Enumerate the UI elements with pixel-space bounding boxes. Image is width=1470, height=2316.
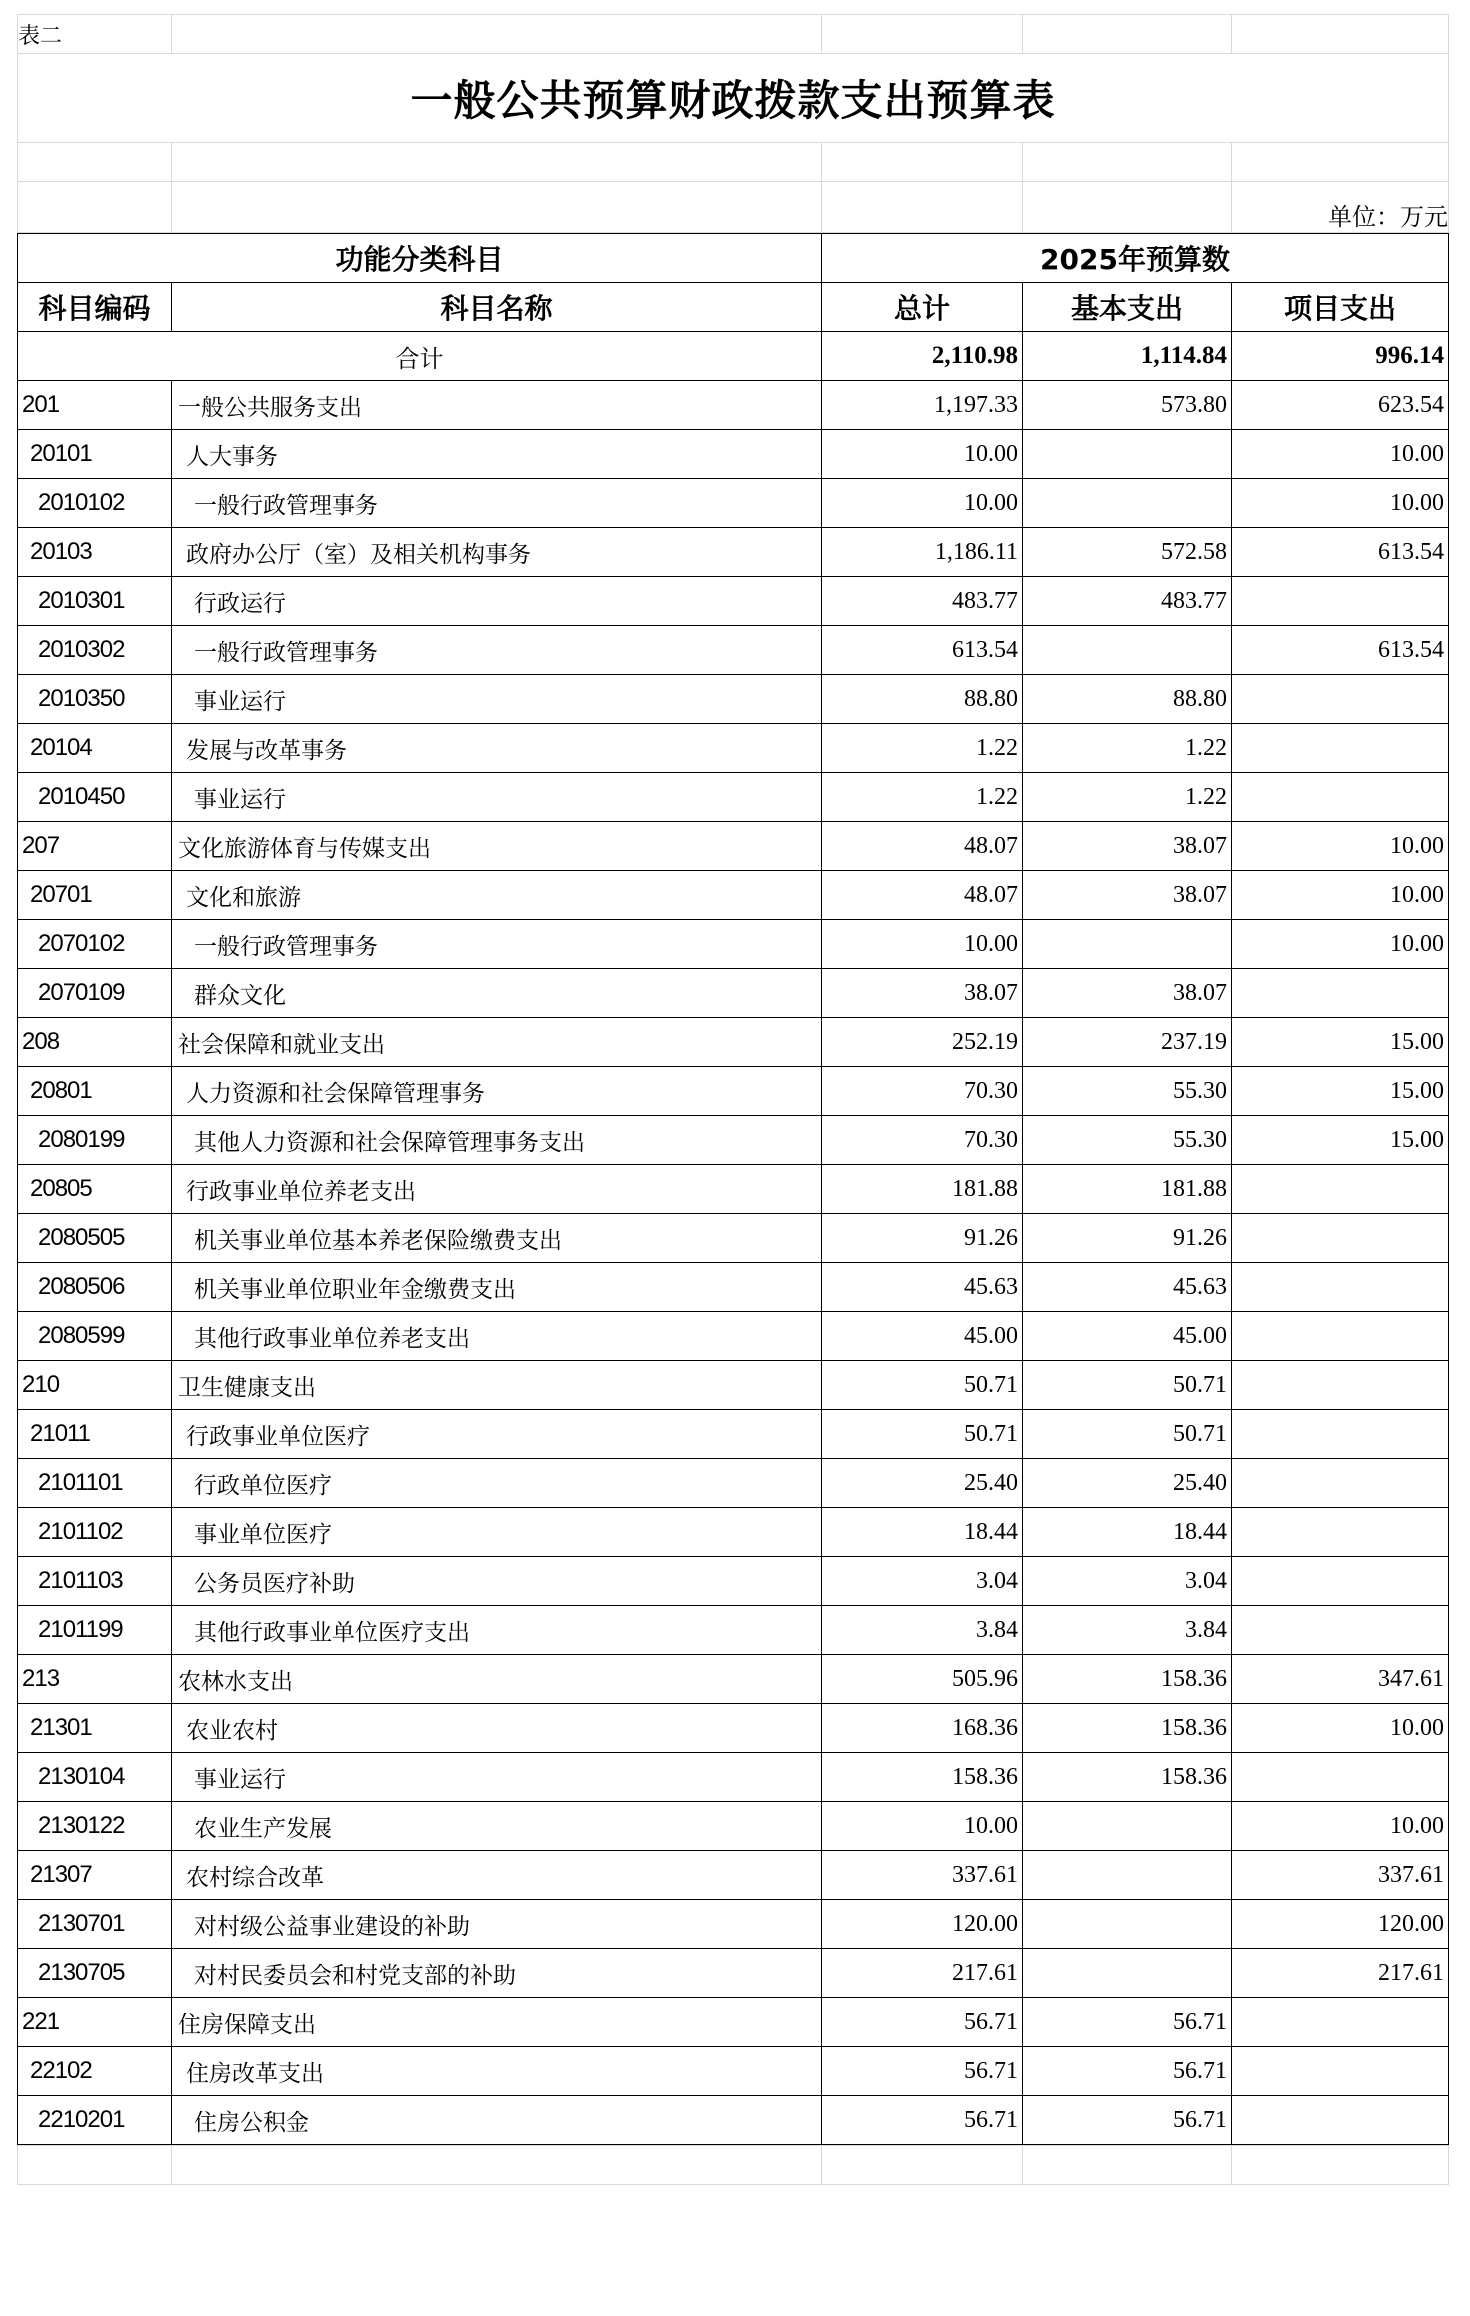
row-project: 15.00 xyxy=(1232,1018,1449,1067)
row-project xyxy=(1232,675,1449,724)
table-row xyxy=(18,1018,1449,1067)
row-basic: 50.71 xyxy=(1023,1410,1232,1459)
row-name: 一般行政管理事务 xyxy=(172,626,822,675)
sheet-bottom-grid xyxy=(17,2145,1449,2185)
row-code: 2080506 xyxy=(18,1263,172,1312)
row-basic: 3.84 xyxy=(1023,1606,1232,1655)
row-name: 群众文化 xyxy=(172,969,822,1018)
row-code: 2080599 xyxy=(18,1312,172,1361)
row-basic: 38.07 xyxy=(1023,871,1232,920)
row-name: 住房公积金 xyxy=(172,2096,822,2145)
table-row xyxy=(18,1214,1449,1263)
row-total: 50.71 xyxy=(822,1410,1023,1459)
row-name: 社会保障和就业支出 xyxy=(172,1018,822,1067)
row-code: 2010102 xyxy=(18,479,172,528)
row-name: 农林水支出 xyxy=(172,1655,822,1704)
row-code: 2080199 xyxy=(18,1116,172,1165)
row-project xyxy=(1232,2047,1449,2096)
row-code: 2101102 xyxy=(18,1508,172,1557)
row-basic: 3.04 xyxy=(1023,1557,1232,1606)
row-name: 一般行政管理事务 xyxy=(172,479,822,528)
table-row xyxy=(18,1116,1449,1165)
table-row xyxy=(18,479,1449,528)
row-code: 22102 xyxy=(18,2047,172,2096)
sheet-label: 表二 xyxy=(18,15,172,54)
row-total: 1,197.33 xyxy=(822,381,1023,430)
row-name: 对村民委员会和村党支部的补助 xyxy=(172,1949,822,1998)
row-project xyxy=(1232,969,1449,1018)
table-row xyxy=(18,822,1449,871)
row-name: 农业农村 xyxy=(172,1704,822,1753)
row-total: 45.63 xyxy=(822,1263,1023,1312)
row-name: 其他人力资源和社会保障管理事务支出 xyxy=(172,1116,822,1165)
row-project: 15.00 xyxy=(1232,1116,1449,1165)
row-name: 一般行政管理事务 xyxy=(172,920,822,969)
row-basic: 483.77 xyxy=(1023,577,1232,626)
row-name: 卫生健康支出 xyxy=(172,1361,822,1410)
table-row xyxy=(18,2047,1449,2096)
row-code: 213 xyxy=(18,1655,172,1704)
row-total: 56.71 xyxy=(822,2096,1023,2145)
row-basic xyxy=(1023,626,1232,675)
summary-total: 2,110.98 xyxy=(822,332,1023,381)
row-project: 613.54 xyxy=(1232,626,1449,675)
row-code: 2010450 xyxy=(18,773,172,822)
row-name: 其他行政事业单位养老支出 xyxy=(172,1312,822,1361)
row-project xyxy=(1232,1410,1449,1459)
row-name: 事业单位医疗 xyxy=(172,1508,822,1557)
row-basic: 18.44 xyxy=(1023,1508,1232,1557)
row-total: 56.71 xyxy=(822,2047,1023,2096)
header-name: 科目名称 xyxy=(172,283,822,332)
row-basic: 56.71 xyxy=(1023,2096,1232,2145)
row-code: 21301 xyxy=(18,1704,172,1753)
sheet-top-grid xyxy=(17,14,1449,233)
row-code: 20805 xyxy=(18,1165,172,1214)
table-row xyxy=(18,1312,1449,1361)
table-row xyxy=(18,1508,1449,1557)
row-code: 21307 xyxy=(18,1851,172,1900)
table-row xyxy=(18,773,1449,822)
table-row xyxy=(18,2096,1449,2145)
row-project xyxy=(1232,1459,1449,1508)
row-total: 217.61 xyxy=(822,1949,1023,1998)
row-basic: 1.22 xyxy=(1023,773,1232,822)
table-row xyxy=(18,430,1449,479)
row-code: 2010302 xyxy=(18,626,172,675)
row-name: 行政运行 xyxy=(172,577,822,626)
row-basic xyxy=(1023,920,1232,969)
table-row xyxy=(18,528,1449,577)
row-total: 613.54 xyxy=(822,626,1023,675)
table-row xyxy=(18,969,1449,1018)
row-total: 18.44 xyxy=(822,1508,1023,1557)
row-basic: 38.07 xyxy=(1023,969,1232,1018)
row-total: 38.07 xyxy=(822,969,1023,1018)
row-basic: 158.36 xyxy=(1023,1704,1232,1753)
budget-sheet xyxy=(17,14,1448,2185)
row-code: 20103 xyxy=(18,528,172,577)
unit-label: 单位：万元 xyxy=(1232,182,1449,233)
table-row xyxy=(18,871,1449,920)
table-row xyxy=(18,1165,1449,1214)
row-total: 483.77 xyxy=(822,577,1023,626)
row-project xyxy=(1232,1165,1449,1214)
row-project xyxy=(1232,1508,1449,1557)
row-code: 2130705 xyxy=(18,1949,172,1998)
row-basic: 50.71 xyxy=(1023,1361,1232,1410)
row-basic: 88.80 xyxy=(1023,675,1232,724)
row-project: 10.00 xyxy=(1232,822,1449,871)
row-name: 发展与改革事务 xyxy=(172,724,822,773)
row-name: 行政单位医疗 xyxy=(172,1459,822,1508)
table-row xyxy=(18,1557,1449,1606)
row-total: 252.19 xyxy=(822,1018,1023,1067)
row-basic xyxy=(1023,1949,1232,1998)
row-total: 70.30 xyxy=(822,1116,1023,1165)
table-title: 一般公共预算财政拨款支出预算表 xyxy=(18,54,1449,143)
table-row xyxy=(18,1263,1449,1312)
row-project: 613.54 xyxy=(1232,528,1449,577)
row-name: 行政事业单位医疗 xyxy=(172,1410,822,1459)
header-func-class: 功能分类科目 xyxy=(18,234,822,283)
table-row xyxy=(18,577,1449,626)
row-name: 其他行政事业单位医疗支出 xyxy=(172,1606,822,1655)
row-basic xyxy=(1023,1900,1232,1949)
row-code: 2130122 xyxy=(18,1802,172,1851)
row-name: 事业运行 xyxy=(172,675,822,724)
table-row xyxy=(18,920,1449,969)
row-code: 210 xyxy=(18,1361,172,1410)
row-basic: 158.36 xyxy=(1023,1753,1232,1802)
row-basic: 56.71 xyxy=(1023,1998,1232,2047)
row-code: 20801 xyxy=(18,1067,172,1116)
row-total: 181.88 xyxy=(822,1165,1023,1214)
table-row xyxy=(18,1704,1449,1753)
row-name: 文化旅游体育与传媒支出 xyxy=(172,822,822,871)
table-row xyxy=(18,626,1449,675)
row-project: 10.00 xyxy=(1232,479,1449,528)
row-basic: 237.19 xyxy=(1023,1018,1232,1067)
row-basic xyxy=(1023,479,1232,528)
row-code: 21011 xyxy=(18,1410,172,1459)
table-row xyxy=(18,1851,1449,1900)
row-project xyxy=(1232,1557,1449,1606)
row-project xyxy=(1232,724,1449,773)
header-total: 总计 xyxy=(822,283,1023,332)
table-row xyxy=(18,1655,1449,1704)
row-name: 人力资源和社会保障管理事务 xyxy=(172,1067,822,1116)
row-total: 158.36 xyxy=(822,1753,1023,1802)
row-project: 347.61 xyxy=(1232,1655,1449,1704)
table-row xyxy=(18,724,1449,773)
row-name: 对村级公益事业建设的补助 xyxy=(172,1900,822,1949)
row-name: 农村综合改革 xyxy=(172,1851,822,1900)
row-basic: 45.00 xyxy=(1023,1312,1232,1361)
row-code: 201 xyxy=(18,381,172,430)
row-total: 10.00 xyxy=(822,479,1023,528)
row-project: 10.00 xyxy=(1232,871,1449,920)
row-code: 20701 xyxy=(18,871,172,920)
row-total: 25.40 xyxy=(822,1459,1023,1508)
row-code: 2080505 xyxy=(18,1214,172,1263)
row-code: 2101101 xyxy=(18,1459,172,1508)
row-total: 505.96 xyxy=(822,1655,1023,1704)
table-row xyxy=(18,1410,1449,1459)
row-code: 2070109 xyxy=(18,969,172,1018)
header-project: 项目支出 xyxy=(1232,283,1449,332)
row-project xyxy=(1232,1361,1449,1410)
row-basic: 91.26 xyxy=(1023,1214,1232,1263)
summary-basic: 1,114.84 xyxy=(1023,332,1232,381)
row-total: 10.00 xyxy=(822,1802,1023,1851)
row-code: 2010350 xyxy=(18,675,172,724)
row-name: 公务员医疗补助 xyxy=(172,1557,822,1606)
row-basic: 55.30 xyxy=(1023,1116,1232,1165)
row-project: 15.00 xyxy=(1232,1067,1449,1116)
table-row xyxy=(18,1361,1449,1410)
row-total: 3.84 xyxy=(822,1606,1023,1655)
row-name: 住房保障支出 xyxy=(172,1998,822,2047)
table-row xyxy=(18,1998,1449,2047)
row-project xyxy=(1232,1312,1449,1361)
row-project: 120.00 xyxy=(1232,1900,1449,1949)
row-name: 农业生产发展 xyxy=(172,1802,822,1851)
row-basic xyxy=(1023,430,1232,479)
row-name: 事业运行 xyxy=(172,773,822,822)
row-code: 2101199 xyxy=(18,1606,172,1655)
row-name: 行政事业单位养老支出 xyxy=(172,1165,822,1214)
row-basic: 572.58 xyxy=(1023,528,1232,577)
row-basic: 25.40 xyxy=(1023,1459,1232,1508)
budget-table xyxy=(17,233,1449,2145)
row-project xyxy=(1232,577,1449,626)
header-code: 科目编码 xyxy=(18,283,172,332)
row-basic: 181.88 xyxy=(1023,1165,1232,1214)
row-code: 2210201 xyxy=(18,2096,172,2145)
table-row xyxy=(18,381,1449,430)
row-project: 623.54 xyxy=(1232,381,1449,430)
row-total: 1,186.11 xyxy=(822,528,1023,577)
row-project: 337.61 xyxy=(1232,1851,1449,1900)
table-row xyxy=(18,1900,1449,1949)
row-basic xyxy=(1023,1802,1232,1851)
row-total: 48.07 xyxy=(822,822,1023,871)
row-project xyxy=(1232,1214,1449,1263)
row-project xyxy=(1232,1998,1449,2047)
row-basic xyxy=(1023,1851,1232,1900)
table-row xyxy=(18,1949,1449,1998)
row-total: 1.22 xyxy=(822,773,1023,822)
row-code: 2070102 xyxy=(18,920,172,969)
table-row xyxy=(18,1753,1449,1802)
row-project: 10.00 xyxy=(1232,430,1449,479)
row-project xyxy=(1232,2096,1449,2145)
table-row xyxy=(18,1067,1449,1116)
row-code: 20101 xyxy=(18,430,172,479)
row-basic: 573.80 xyxy=(1023,381,1232,430)
row-project xyxy=(1232,1263,1449,1312)
summary-project: 996.14 xyxy=(1232,332,1449,381)
row-code: 208 xyxy=(18,1018,172,1067)
row-name: 一般公共服务支出 xyxy=(172,381,822,430)
row-project: 217.61 xyxy=(1232,1949,1449,1998)
row-project: 10.00 xyxy=(1232,1802,1449,1851)
summary-label: 合计 xyxy=(18,332,822,381)
row-basic: 55.30 xyxy=(1023,1067,1232,1116)
row-total: 48.07 xyxy=(822,871,1023,920)
table-body xyxy=(18,381,1449,2145)
row-total: 3.04 xyxy=(822,1557,1023,1606)
row-name: 人大事务 xyxy=(172,430,822,479)
row-code: 2130104 xyxy=(18,1753,172,1802)
row-total: 337.61 xyxy=(822,1851,1023,1900)
row-code: 221 xyxy=(18,1998,172,2047)
row-total: 50.71 xyxy=(822,1361,1023,1410)
row-name: 文化和旅游 xyxy=(172,871,822,920)
row-total: 168.36 xyxy=(822,1704,1023,1753)
row-total: 120.00 xyxy=(822,1900,1023,1949)
row-name: 政府办公厅（室）及相关机构事务 xyxy=(172,528,822,577)
row-code: 2010301 xyxy=(18,577,172,626)
row-project: 10.00 xyxy=(1232,1704,1449,1753)
row-name: 机关事业单位职业年金缴费支出 xyxy=(172,1263,822,1312)
row-code: 2130701 xyxy=(18,1900,172,1949)
row-total: 10.00 xyxy=(822,430,1023,479)
table-row xyxy=(18,1459,1449,1508)
summary-row xyxy=(18,332,1449,381)
row-name: 事业运行 xyxy=(172,1753,822,1802)
row-project xyxy=(1232,773,1449,822)
row-total: 88.80 xyxy=(822,675,1023,724)
row-total: 45.00 xyxy=(822,1312,1023,1361)
row-project: 10.00 xyxy=(1232,920,1449,969)
row-total: 91.26 xyxy=(822,1214,1023,1263)
table-row xyxy=(18,1606,1449,1655)
row-code: 2101103 xyxy=(18,1557,172,1606)
row-project xyxy=(1232,1753,1449,1802)
row-total: 70.30 xyxy=(822,1067,1023,1116)
row-project xyxy=(1232,1606,1449,1655)
header-basic: 基本支出 xyxy=(1023,283,1232,332)
row-basic: 38.07 xyxy=(1023,822,1232,871)
row-basic: 45.63 xyxy=(1023,1263,1232,1312)
row-name: 机关事业单位基本养老保险缴费支出 xyxy=(172,1214,822,1263)
header-budget-year: 2025年预算数 xyxy=(822,234,1449,283)
table-row xyxy=(18,1802,1449,1851)
row-total: 56.71 xyxy=(822,1998,1023,2047)
row-basic: 158.36 xyxy=(1023,1655,1232,1704)
table-row xyxy=(18,675,1449,724)
row-basic: 56.71 xyxy=(1023,2047,1232,2096)
row-total: 10.00 xyxy=(822,920,1023,969)
row-total: 1.22 xyxy=(822,724,1023,773)
row-name: 住房改革支出 xyxy=(172,2047,822,2096)
row-code: 207 xyxy=(18,822,172,871)
row-basic: 1.22 xyxy=(1023,724,1232,773)
row-code: 20104 xyxy=(18,724,172,773)
